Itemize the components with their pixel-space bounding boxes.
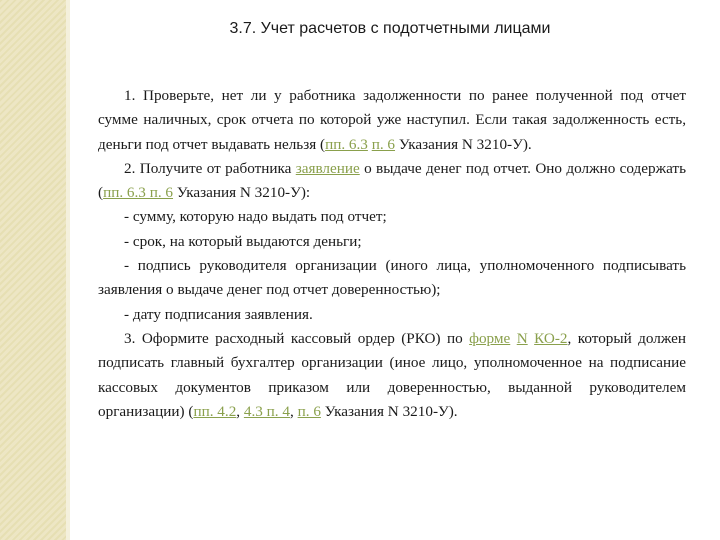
list-item: - сумму, которую надо выдать под отчет; xyxy=(124,208,387,226)
link-ko-2[interactable]: КО-2 xyxy=(534,329,568,347)
link-forme[interactable]: форме xyxy=(469,329,511,347)
link-separator: , xyxy=(290,402,298,420)
list-item: - дату подписания заявления. xyxy=(124,305,313,323)
list-item: - срок, на который выдаются деньги; xyxy=(124,232,362,250)
paragraph-1-tail: Указания N 3210-У). xyxy=(395,135,532,153)
link-4-3-p-4[interactable]: 4.3 п. 4 xyxy=(243,402,290,420)
paragraph-3-tail: Указания N 3210-У). xyxy=(320,402,458,420)
link-n[interactable]: N xyxy=(516,329,528,347)
link-pp-4-2[interactable]: пп. 4.2 xyxy=(193,402,237,420)
paragraph-2-text-cont: о выдаче денег под отчет. Оно должно содержать ( xyxy=(98,159,686,202)
decorative-side-bar xyxy=(0,0,66,540)
slide-body xyxy=(98,84,686,424)
decorative-side-edge xyxy=(66,0,70,540)
list-item: - подпись руководителя организации (иного лица, уполномоченного подписывать заявления о выдаче денег под отчет доверенностью); xyxy=(98,257,686,299)
link-p-6-b[interactable]: п. 6 xyxy=(297,402,321,420)
link-separator: , xyxy=(236,402,244,420)
slide-title: 3.7. Учет расчетов с подотчетными лицами xyxy=(229,20,551,37)
link-p-6[interactable]: п. 6 xyxy=(371,135,396,153)
paragraph-3 xyxy=(98,327,686,424)
paragraph-2-text: 2. Получите от работника xyxy=(124,159,296,177)
paragraph-3-text-cont: , который должен подписать главный бухгалтер организации (иное лицо, уполномоченное на подписание кассовых документов приказом или доверенностью, выданной руководителем организации) ( xyxy=(98,329,687,420)
paragraph-1-text: 1. Проверьте, нет ли у работника задолженности по ранее полученной под отчет сумме наличных, срок отчета по которой уже наступил. Если такая задолженность есть, деньги под отчет выдавать нельзя ( xyxy=(98,87,686,153)
paragraph-1 xyxy=(98,84,686,157)
paragraph-2-tail: Указания N 3210-У): xyxy=(173,184,311,202)
link-pp-6-3[interactable]: пп. 6.3 xyxy=(325,135,368,153)
paragraph-3-text: 3. Оформите расходный кассовый ордер (РКО) по xyxy=(124,329,470,347)
paragraph-2 xyxy=(98,157,686,206)
link-zayavlenie[interactable]: заявление xyxy=(295,159,360,177)
link-pp-6-3-p-6[interactable]: пп. 6.3 п. 6 xyxy=(103,184,174,202)
